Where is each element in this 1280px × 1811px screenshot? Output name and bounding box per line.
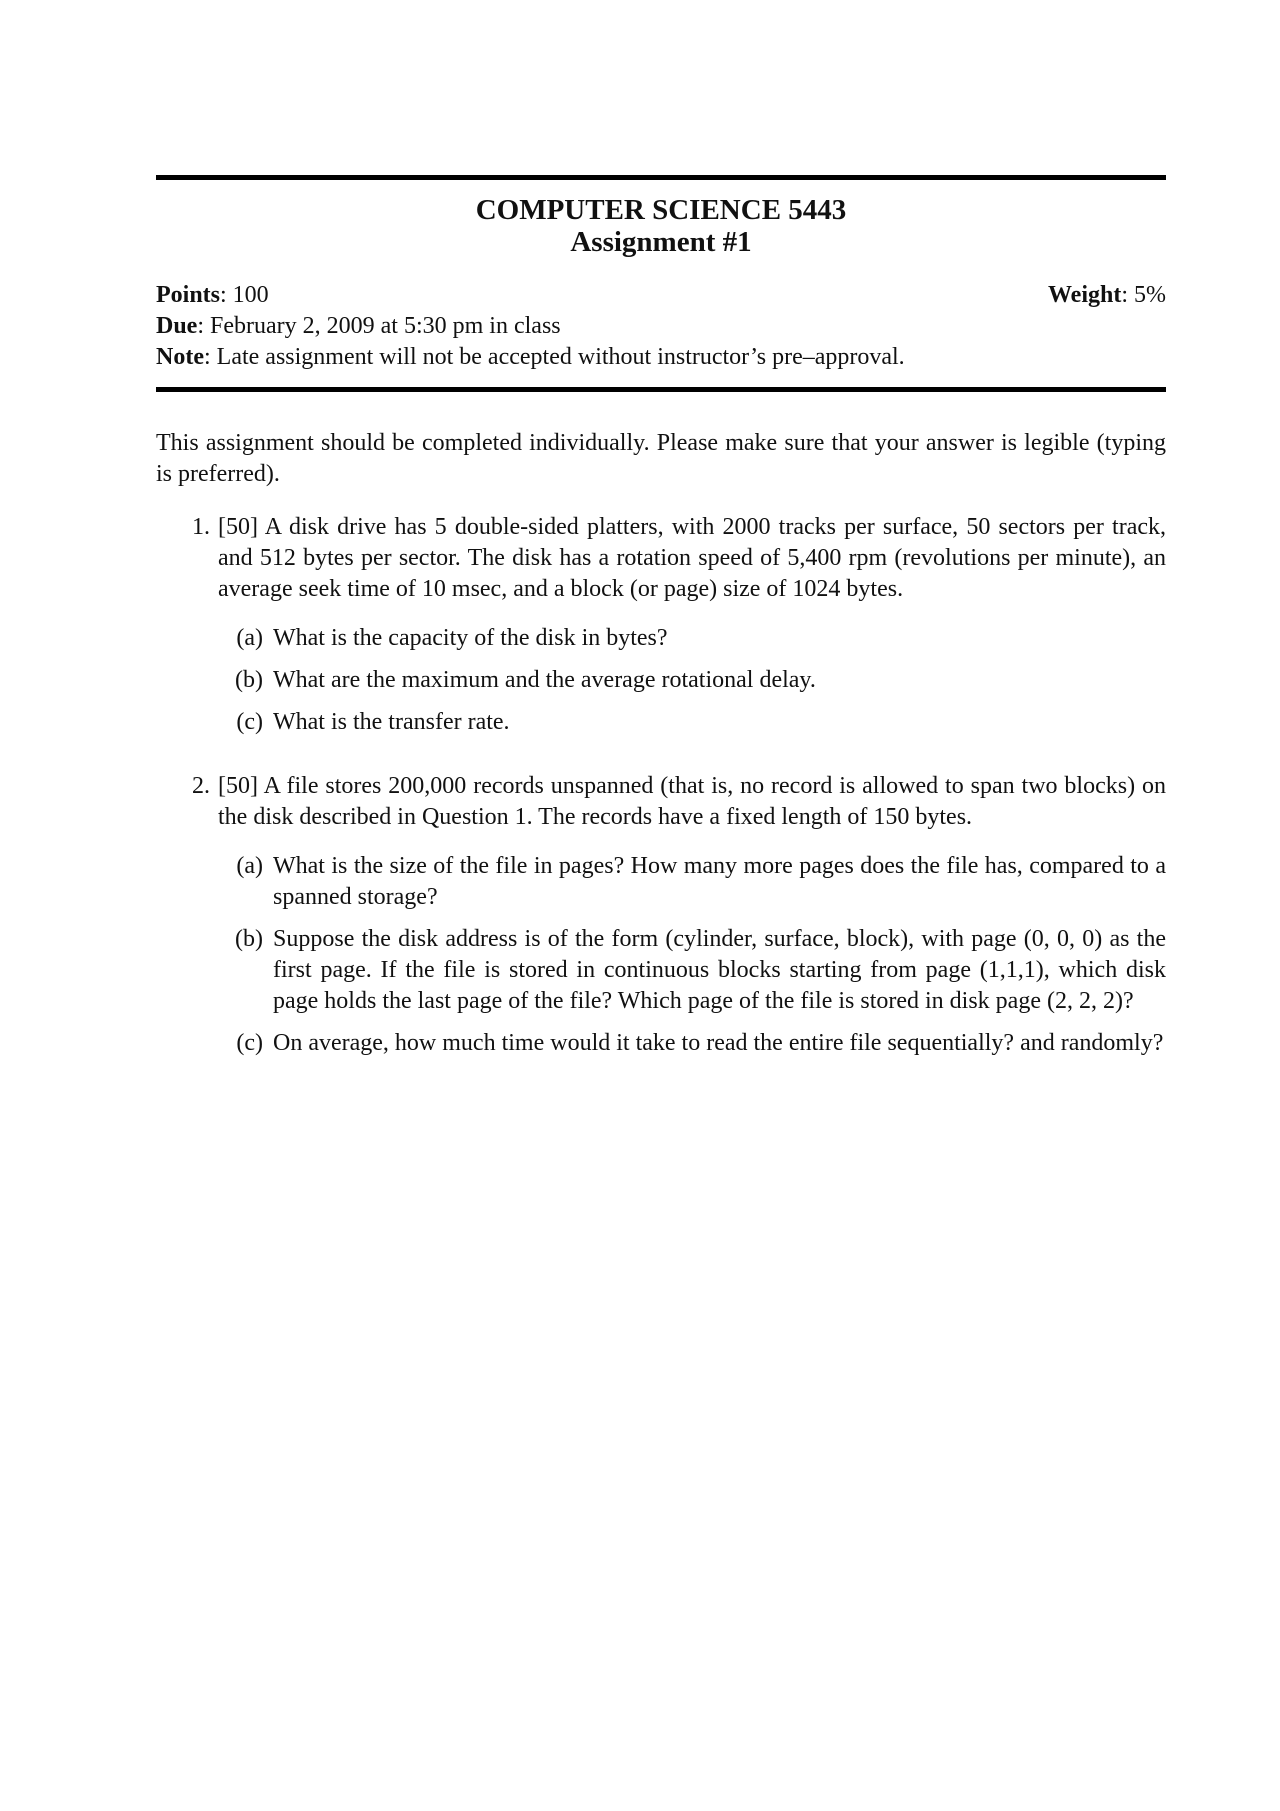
part-text: On average, how much time would it take to read the entire file sequentially? and randomly? — [273, 1030, 1164, 1056]
question-number: 2. — [192, 773, 210, 799]
header — [156, 194, 1166, 258]
part-text: What is the size of the file in pages? How many more pages does the file has, compared to a spanned storage? — [273, 853, 1166, 910]
bottom-rule — [156, 387, 1166, 392]
part-label: (b) — [235, 926, 263, 952]
intro-paragraph: This assignment should be completed individually. Please make sure that your answer is legible (typing is preferred). — [156, 430, 1166, 487]
question-parts — [218, 851, 1166, 1059]
question-text: [50] A disk drive has 5 double-sided platters, with 2000 tracks per surface, 50 sectors per track, and 512 bytes per sector. The disk has a rotation speed of 5,400 rpm (revolutions per minute), an average seek time of 10 msec, and a block (or page) size of 1024 bytes. — [218, 514, 1166, 602]
question-part — [218, 924, 1166, 1017]
weight-value: : 5% — [1121, 282, 1166, 308]
due-label: Due — [156, 313, 198, 339]
points — [156, 280, 269, 311]
points-label: Points — [156, 282, 221, 308]
part-text: What is the capacity of the disk in bytes? — [273, 625, 668, 651]
question-part — [218, 851, 1166, 913]
assignment-page — [156, 175, 1166, 1070]
assignment-title: Assignment #1 — [570, 226, 752, 258]
question-part — [218, 623, 1166, 654]
meta-info — [156, 280, 1166, 373]
part-label: (b) — [235, 667, 263, 693]
due-value: : February 2, 2009 at 5:30 pm in class — [197, 313, 561, 339]
part-label: (c) — [236, 1030, 263, 1056]
question-number: 1. — [192, 514, 210, 540]
question-part — [218, 707, 1166, 738]
question-1 — [156, 512, 1166, 749]
question-body — [218, 771, 1166, 1070]
points-weight-row — [156, 280, 1166, 311]
points-value: : 100 — [220, 282, 269, 308]
question-parts — [218, 623, 1166, 738]
part-text: What is the transfer rate. — [273, 709, 510, 735]
part-label: (c) — [236, 709, 263, 735]
part-label: (a) — [236, 625, 263, 651]
part-text: Suppose the disk address is of the form (cylinder, surface, block), with page (0, 0, 0) as the first page. If the file is stored in continuous blocks starting from page (1,1,1), which disk page holds the last page of the file? Which page of the file is stored in disk page (2, 2, 2)? — [273, 926, 1166, 1014]
course-title: COMPUTER SCIENCE 5443 — [475, 194, 847, 226]
question-body — [218, 512, 1166, 749]
question-2 — [156, 771, 1166, 1070]
note-row — [156, 342, 1166, 373]
top-rule — [156, 175, 1166, 180]
question-part — [218, 665, 1166, 696]
weight — [1048, 280, 1166, 311]
note-value: : Late assignment will not be accepted without instructor’s pre–approval. — [203, 344, 905, 370]
question-part — [218, 1028, 1166, 1059]
part-text: What are the maximum and the average rotational delay. — [273, 667, 816, 693]
note-label: Note — [156, 344, 204, 370]
weight-label: Weight — [1047, 282, 1122, 308]
due-row — [156, 311, 1166, 342]
part-label: (a) — [236, 853, 263, 879]
question-text: [50] A file stores 200,000 records unspanned (that is, no record is allowed to span two blocks) on the disk described in Question 1. The records have a fixed length of 150 bytes. — [218, 773, 1166, 830]
